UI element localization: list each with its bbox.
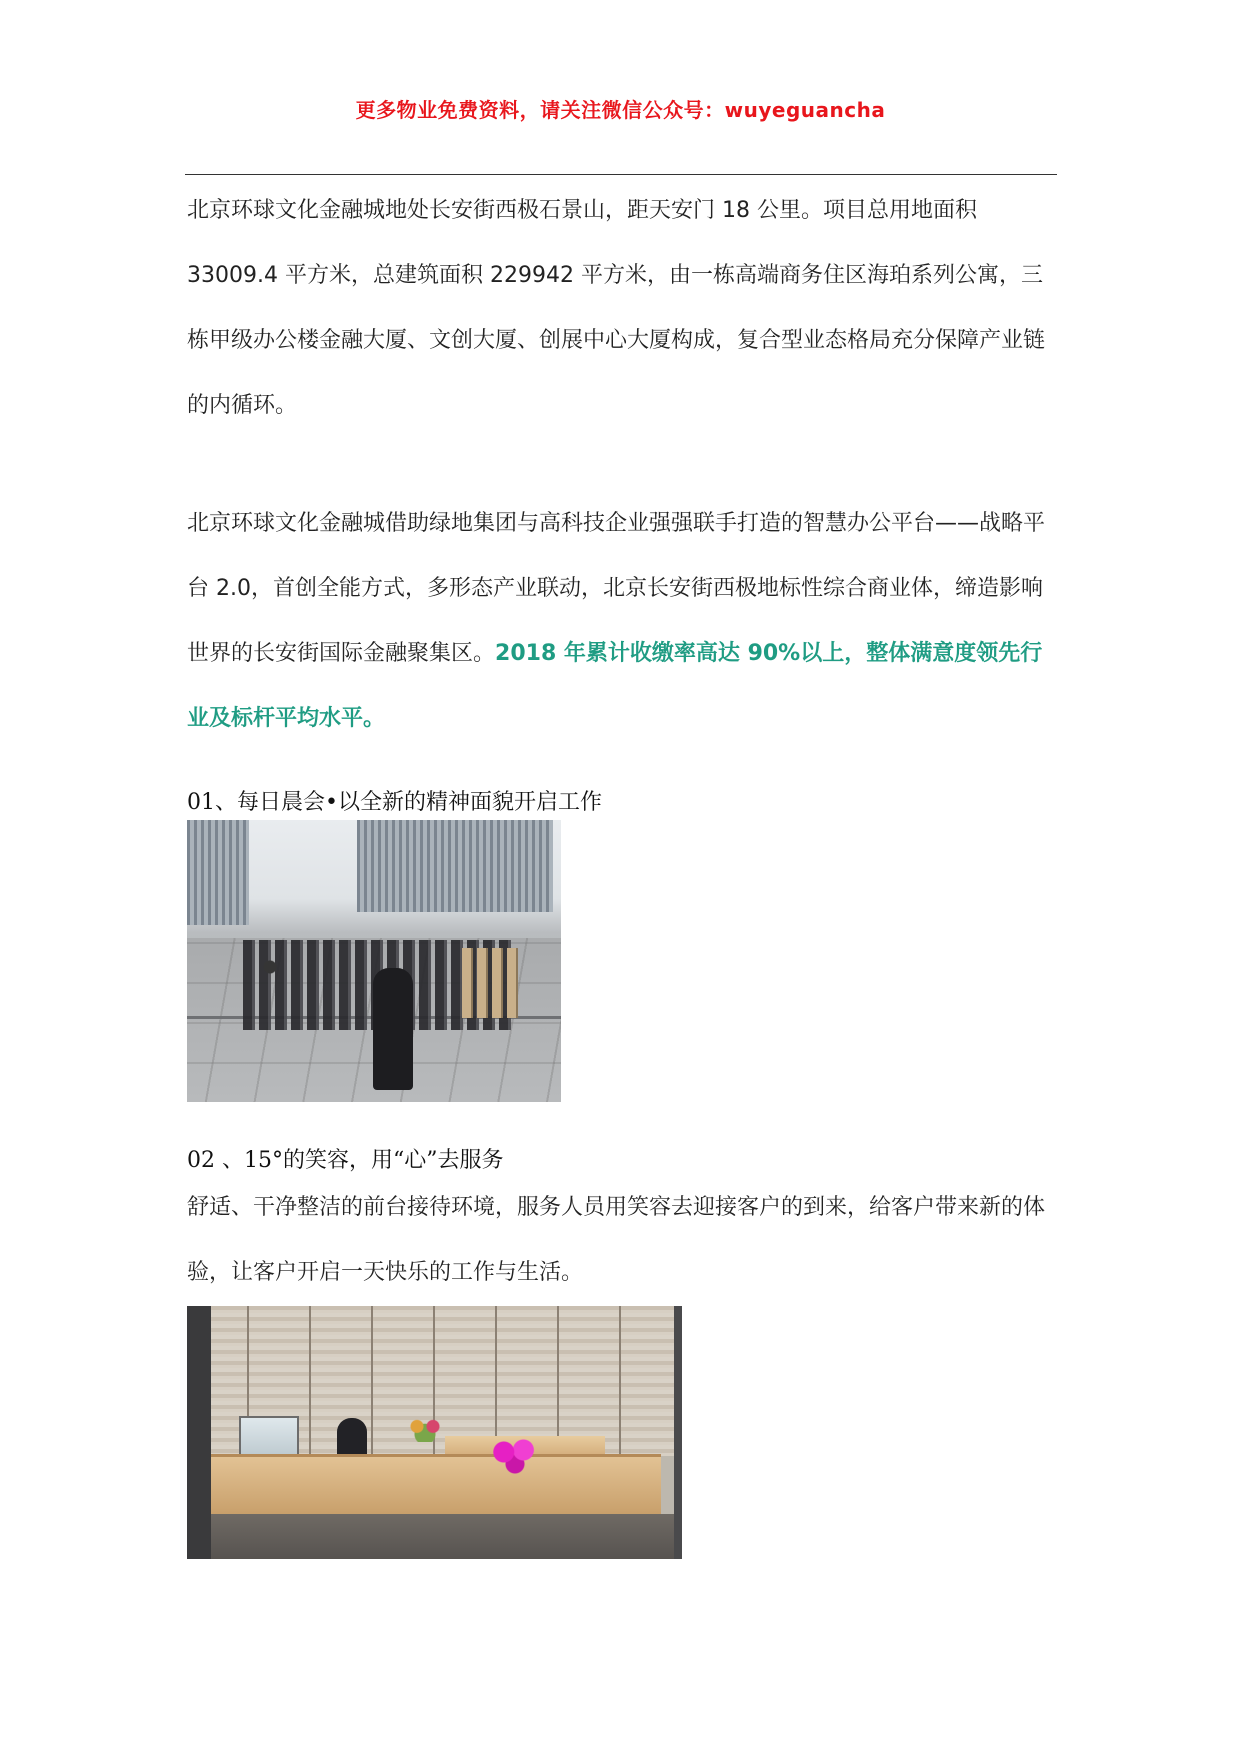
morning-meeting-photo [187,820,561,1102]
photo-receptionist [337,1418,367,1458]
photo-reception-desk [201,1454,661,1517]
promo-banner-text: 更多物业免费资料，请关注微信公众号：wuyeguancha [355,98,886,122]
photo-pillar-right [674,1306,682,1559]
photo-floor [187,1514,682,1559]
platform-paragraph [187,491,1057,751]
photo-staff-rows-light [462,948,522,1018]
header-divider [185,174,1057,175]
performance-highlight: 2018 年累计收缴率高达 90%以上，整体满意度领先行业及标杆平均水平。 [187,641,1043,731]
photo-pillar-left [187,1306,211,1559]
photo-meeting-leader [373,968,413,1090]
reception-paragraph: 舒适、干净整洁的前台接待环境，服务人员用笑容去迎接客户的到来，给客户带来新的体验，让客户开启一天快乐的工作与生活。 [187,1195,1046,1285]
intro-paragraph: 北京环球文化金融城地处长安街西极石景山，距天安门 18 公里。项目总用地面积 33009.4 平方米，总建筑面积 229942 平方米，由一栋高端商务住区海珀系列公寓，三栋甲级办公楼金融大厦、文创大厦、创展中心大厦构成，复合型业态格局充分保障产业链的内循环。 [187,198,1046,418]
platform-paragraph-text: 北京环球文化金融城借助绿地集团与高科技企业强强联手打造的智慧办公平台——战略平台 2.0，首创全能方式，多形态产业联动，北京长安街西极地标性综合商业体，缔造影响世界的长安街国际金融聚集区。 [187,511,1046,666]
photo-building-left [187,820,249,925]
reception-desk-photo [187,1306,682,1559]
section-heading-morning-meeting: 01、每日晨会•以全新的精神面貌开启工作 [187,790,602,815]
photo-flower-arrangement [405,1416,445,1442]
photo-orchid-pot [487,1436,543,1476]
section-heading-smile-service: 02 、15°的笑容，用“心”去服务 [187,1148,504,1173]
photo-building-right [357,820,553,912]
